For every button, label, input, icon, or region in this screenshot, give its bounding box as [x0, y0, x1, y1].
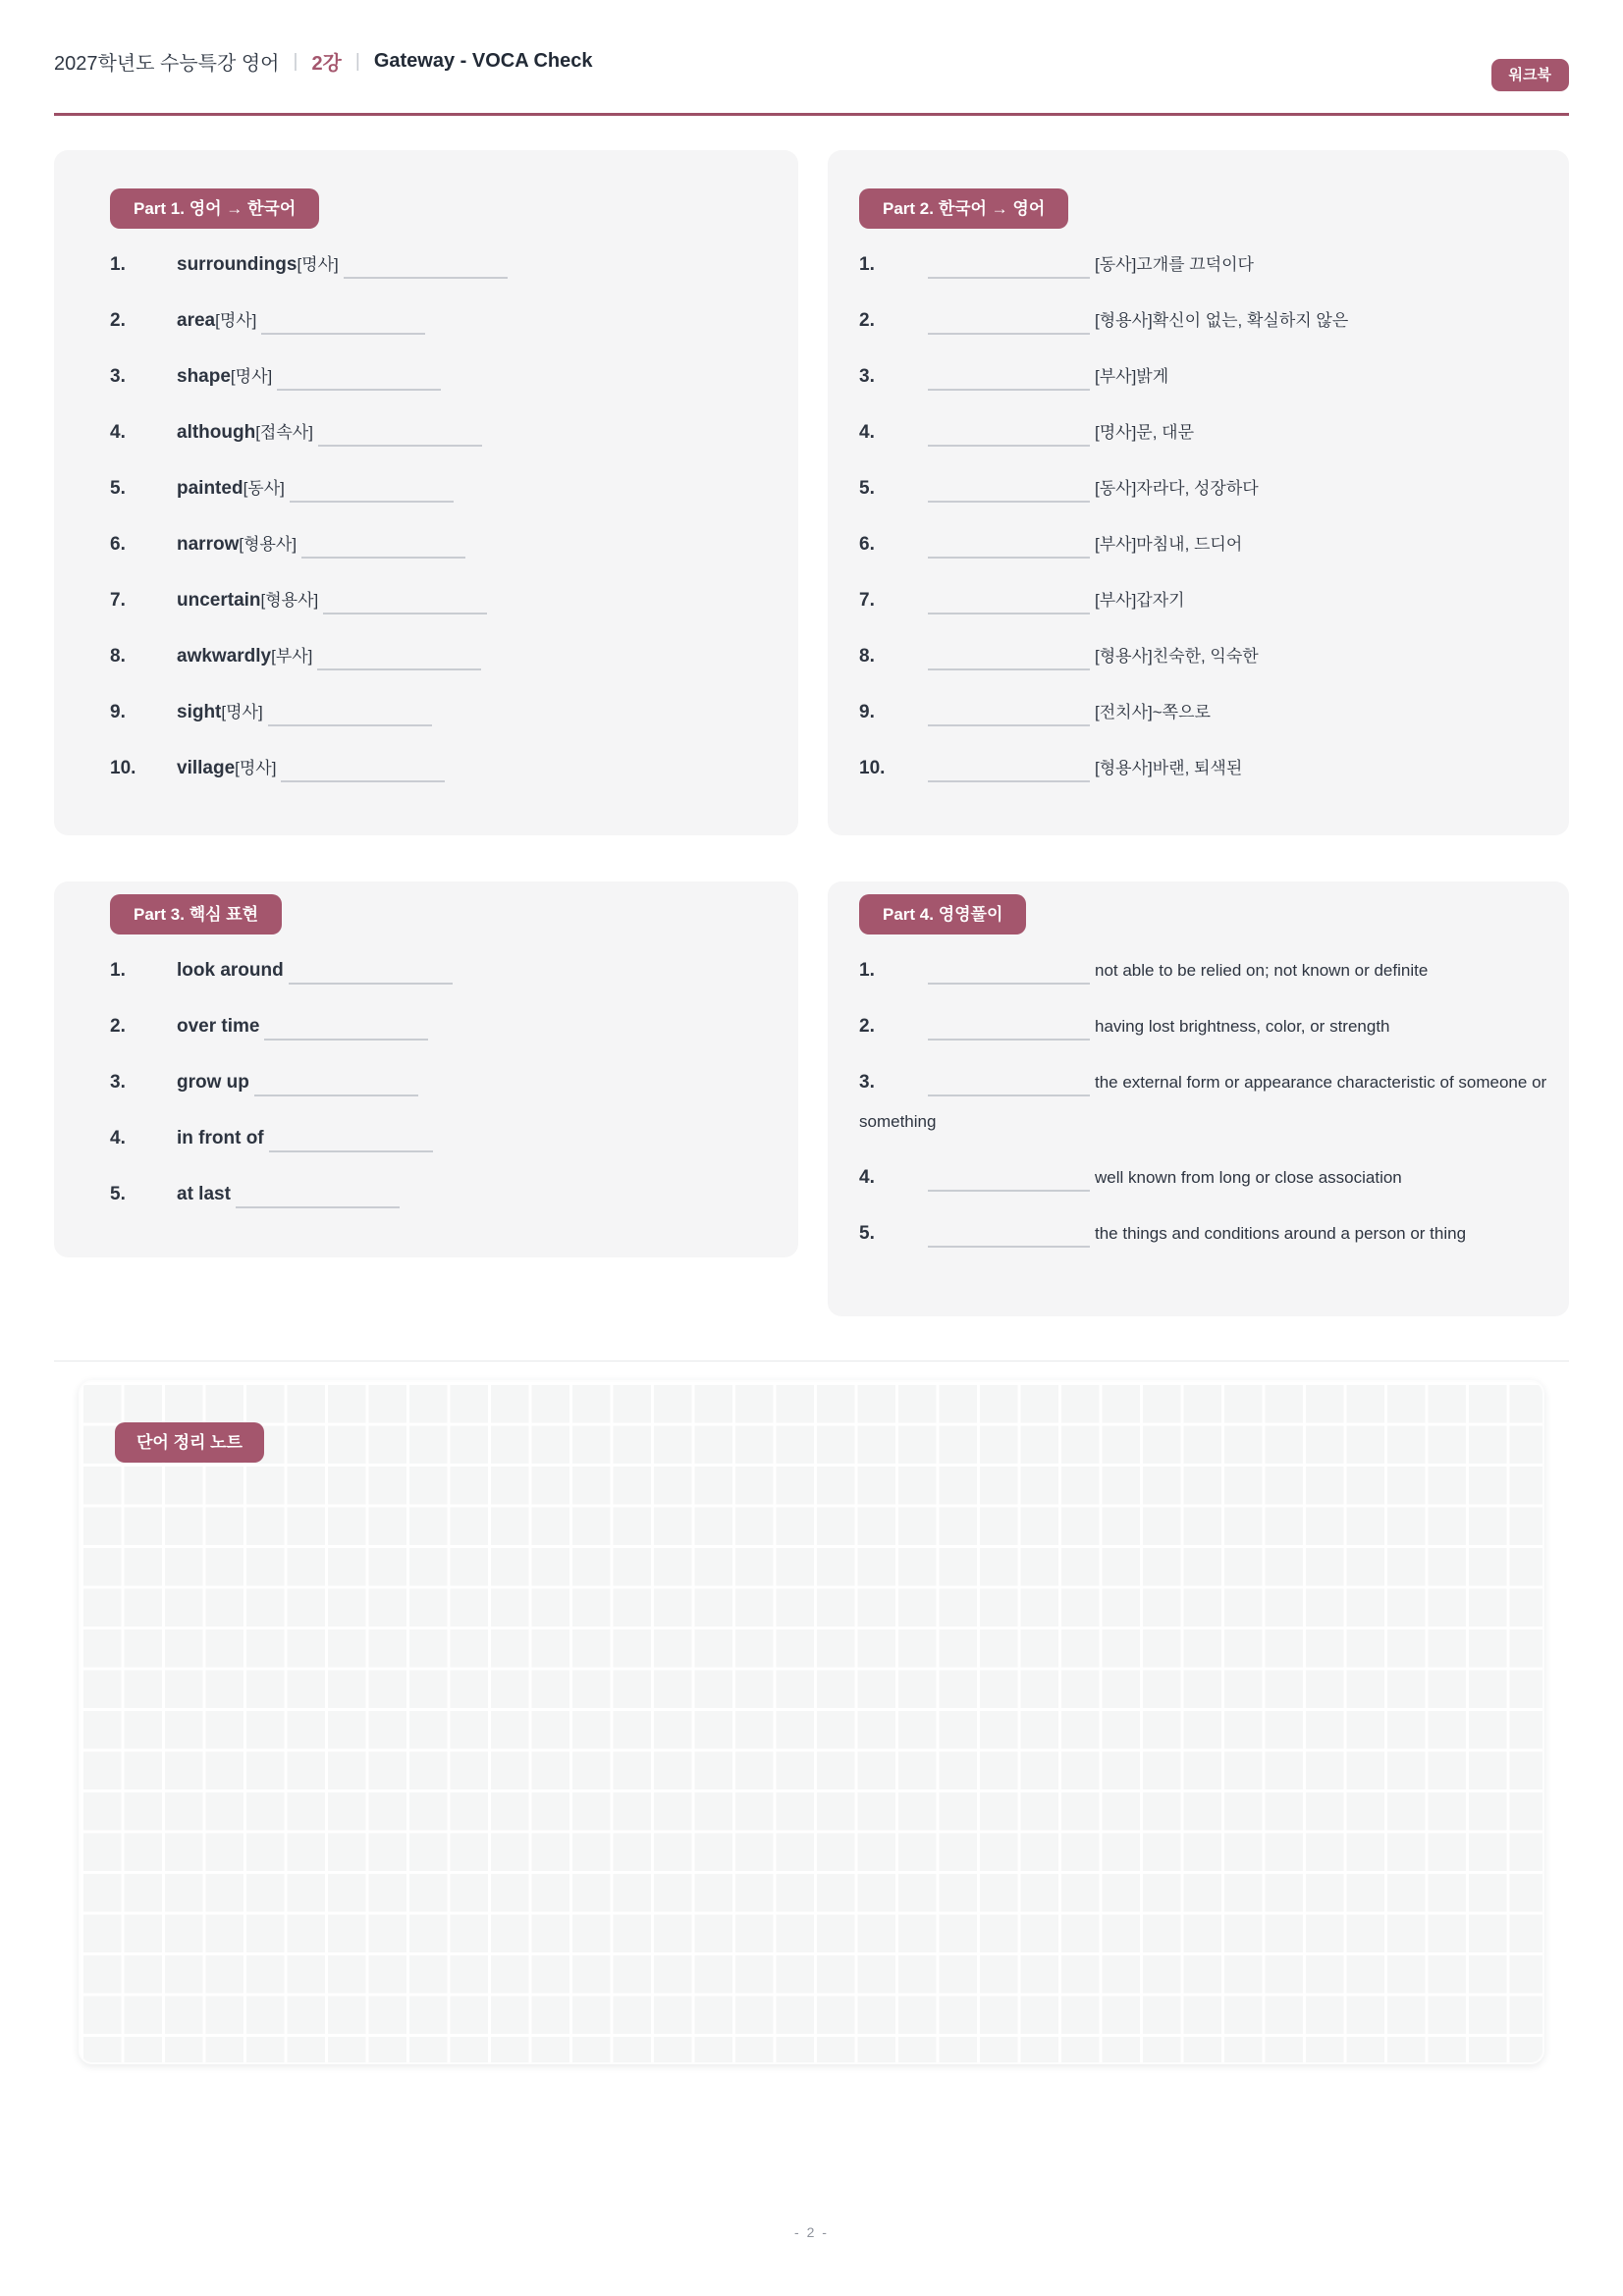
item-definition: not able to be relied on; not known or definite — [1095, 961, 1429, 980]
vocab-item — [110, 469, 788, 508]
expression-item — [110, 1175, 788, 1214]
item-number: 1. — [110, 254, 126, 275]
item-meaning: 친숙한, 익숙한 — [1152, 647, 1259, 666]
item-meaning: 고개를 끄덕이다 — [1136, 255, 1254, 274]
header-title-group — [54, 43, 593, 76]
item-pos-tag: [부사] — [1095, 535, 1137, 554]
answer-blank — [928, 647, 1090, 670]
item-number: 8. — [110, 646, 126, 667]
item-meaning: 자라다, 성장하다 — [1136, 479, 1259, 498]
item-definition: well known from long or close association — [1095, 1168, 1402, 1187]
item-meaning: 확신이 없는, 확실하지 않은 — [1152, 311, 1349, 330]
item-pos-tag: [동사] — [1095, 255, 1137, 274]
item-number: 4. — [859, 1167, 875, 1188]
part3-badge: Part 3. 핵심 표현 — [110, 894, 282, 934]
answer-blank — [301, 535, 465, 559]
answer-blank — [928, 423, 1090, 447]
item-number: 5. — [859, 478, 875, 499]
course-title: 2027학년도 수능특강 영어 — [54, 53, 280, 75]
answer-blank — [344, 255, 508, 279]
answer-blank — [261, 311, 425, 335]
answer-blank — [236, 1185, 400, 1208]
answer-blank — [281, 759, 445, 782]
answer-blank — [323, 591, 487, 614]
part1-section — [54, 150, 798, 835]
definition-item — [859, 951, 1557, 990]
item-number: 4. — [859, 422, 875, 443]
vocab-item — [110, 413, 788, 453]
vocab-item — [859, 357, 1559, 397]
part1-badge: Part 1. 영어 → 한국어 — [110, 188, 319, 229]
part3-section — [54, 881, 798, 1257]
item-word: village — [177, 758, 236, 778]
answer-blank — [928, 367, 1090, 391]
item-word: shape — [177, 366, 231, 387]
item-word: area — [177, 310, 216, 331]
answer-blank — [317, 647, 481, 670]
word-note-grid — [79, 1380, 1544, 2064]
part2-section — [828, 150, 1569, 835]
header-separator: | — [293, 50, 298, 72]
definition-item — [859, 1214, 1557, 1254]
vocab-item — [110, 749, 788, 788]
definition-item — [859, 1158, 1557, 1198]
item-pos-tag: [명사] — [235, 759, 277, 777]
vocab-item — [859, 581, 1559, 620]
item-meaning: 바랜, 퇴색된 — [1152, 759, 1243, 777]
vocab-item — [110, 525, 788, 564]
answer-blank — [928, 961, 1090, 985]
answer-blank — [928, 591, 1090, 614]
part2-badge: Part 2. 한국어 → 영어 — [859, 188, 1068, 229]
item-definition: the external form or appearance characteristic of someone or something — [859, 1073, 1547, 1131]
expression-item — [110, 951, 788, 990]
note-divider — [54, 1361, 1569, 1362]
expression-item — [110, 1063, 788, 1102]
item-number: 6. — [110, 534, 126, 555]
item-phrase: look around — [177, 960, 284, 981]
item-pos-tag: [형용사] — [1095, 759, 1153, 777]
item-number: 9. — [859, 702, 875, 722]
vocab-item — [110, 301, 788, 341]
item-number: 7. — [110, 590, 126, 611]
item-word: uncertain — [177, 590, 261, 611]
item-number: 4. — [110, 1128, 126, 1148]
item-phrase: grow up — [177, 1072, 249, 1093]
item-number: 10. — [110, 758, 136, 778]
item-pos-tag: [동사] — [243, 479, 285, 498]
vocab-item — [110, 245, 788, 285]
item-meaning: 밝게 — [1136, 367, 1169, 386]
item-number: 1. — [110, 960, 126, 981]
item-number: 8. — [859, 646, 875, 667]
answer-blank — [254, 1073, 418, 1096]
item-number: 3. — [110, 1072, 126, 1093]
item-number: 2. — [859, 1016, 875, 1037]
vocab-item — [859, 749, 1559, 788]
item-pos-tag: [명사] — [1095, 423, 1137, 442]
vocab-item — [859, 413, 1559, 453]
item-number: 10. — [859, 758, 886, 778]
item-pos-tag: [부사] — [1095, 591, 1137, 610]
item-pos-tag: [명사] — [215, 311, 257, 330]
item-pos-tag: [부사] — [271, 647, 313, 666]
vocab-item — [859, 693, 1559, 732]
item-word: narrow — [177, 534, 240, 555]
vocab-item — [110, 637, 788, 676]
item-meaning: 갑자기 — [1136, 591, 1185, 610]
item-number: 3. — [110, 366, 126, 387]
answer-blank — [268, 703, 432, 726]
item-number: 1. — [859, 960, 875, 981]
item-pos-tag: [동사] — [1095, 479, 1137, 498]
item-number: 3. — [859, 366, 875, 387]
vocab-item — [859, 525, 1559, 564]
part1-list — [110, 245, 788, 788]
item-word: surroundings — [177, 254, 298, 275]
item-pos-tag: [명사] — [230, 367, 273, 386]
answer-blank — [318, 423, 482, 447]
answer-blank — [928, 479, 1090, 503]
vocab-item — [859, 301, 1559, 341]
item-definition: having lost brightness, color, or strength — [1095, 1017, 1390, 1036]
part4-list — [859, 951, 1557, 1254]
part3-list — [110, 951, 788, 1214]
page-number: - 2 - — [794, 2224, 829, 2240]
note-badge: 단어 정리 노트 — [115, 1422, 264, 1463]
item-number: 5. — [110, 478, 126, 499]
definition-item — [859, 1063, 1557, 1142]
part2-list — [859, 245, 1559, 788]
answer-blank — [269, 1129, 433, 1152]
part4-badge: Part 4. 영영풀이 — [859, 894, 1026, 934]
item-pos-tag: [형용사] — [260, 591, 319, 610]
answer-blank — [928, 759, 1090, 782]
item-pos-tag: [명사] — [297, 255, 339, 274]
item-pos-tag: [형용사] — [1095, 647, 1153, 666]
item-number: 1. — [859, 254, 875, 275]
answer-blank — [264, 1017, 428, 1041]
vocab-item — [859, 245, 1559, 285]
item-meaning: 문, 대문 — [1136, 423, 1195, 442]
item-meaning: 마침내, 드디어 — [1136, 535, 1243, 554]
item-pos-tag: [명사] — [221, 703, 263, 721]
item-number: 5. — [110, 1184, 126, 1204]
item-number: 4. — [110, 422, 126, 443]
expression-item — [110, 1119, 788, 1158]
answer-blank — [928, 1168, 1090, 1192]
answer-blank — [928, 311, 1090, 335]
header-separator: | — [354, 50, 360, 72]
item-number: 2. — [110, 310, 126, 331]
parts-grid — [54, 150, 1569, 1316]
item-pos-tag: [부사] — [1095, 367, 1137, 386]
item-pos-tag: [형용사] — [1095, 311, 1153, 330]
item-phrase: in front of — [177, 1128, 264, 1148]
answer-blank — [289, 961, 453, 985]
answer-blank — [290, 479, 454, 503]
item-definition: the things and conditions around a person or thing — [1095, 1224, 1467, 1243]
answer-blank — [928, 535, 1090, 559]
item-word: painted — [177, 478, 243, 499]
item-pos-tag: [형용사] — [239, 535, 298, 554]
item-number: 3. — [859, 1072, 875, 1093]
answer-blank — [928, 1017, 1090, 1041]
answer-blank — [928, 703, 1090, 726]
expression-item — [110, 1007, 788, 1046]
vocab-item — [110, 581, 788, 620]
workbook-badge: 워크북 — [1491, 59, 1569, 91]
item-number: 2. — [859, 310, 875, 331]
item-number: 7. — [859, 590, 875, 611]
item-number: 6. — [859, 534, 875, 555]
item-phrase: at last — [177, 1184, 231, 1204]
vocab-item — [859, 469, 1559, 508]
header-rule — [54, 113, 1569, 116]
page-footer — [54, 2224, 1569, 2242]
item-number: 2. — [110, 1016, 126, 1037]
item-word: although — [177, 422, 256, 443]
definition-item — [859, 1007, 1557, 1046]
vocab-item — [859, 637, 1559, 676]
item-number: 5. — [859, 1223, 875, 1244]
item-pos-tag: [전치사] — [1095, 703, 1153, 721]
item-meaning: ~쪽으로 — [1152, 703, 1211, 721]
page-title: Gateway - VOCA Check — [373, 50, 593, 72]
page-header — [54, 43, 1569, 91]
vocab-item — [110, 693, 788, 732]
lesson-number: 2강 — [311, 53, 342, 75]
answer-blank — [928, 1224, 1090, 1248]
answer-blank — [928, 255, 1090, 279]
part4-section — [828, 881, 1569, 1316]
answer-blank — [928, 1073, 1090, 1096]
item-phrase: over time — [177, 1016, 260, 1037]
vocab-item — [110, 357, 788, 397]
item-word: awkwardly — [177, 646, 272, 667]
answer-blank — [277, 367, 441, 391]
item-number: 9. — [110, 702, 126, 722]
item-pos-tag: [접속사] — [255, 423, 313, 442]
item-word: sight — [177, 702, 222, 722]
